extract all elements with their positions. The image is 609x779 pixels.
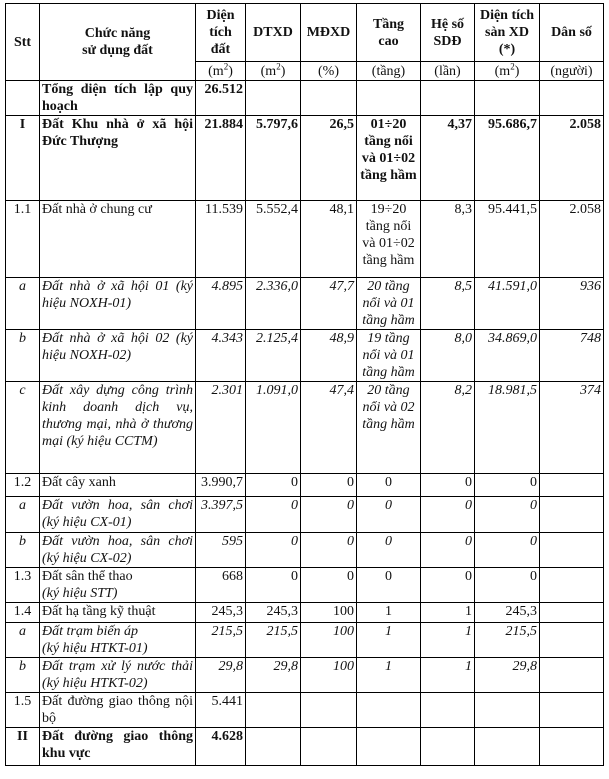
cell-mdxd: 47,4 [301, 382, 357, 474]
cell-floors: 0 [357, 568, 421, 603]
cell-mdxd: 48,1 [301, 201, 357, 278]
cell-population [540, 497, 604, 533]
unit-dtxd [246, 62, 301, 81]
cell-floors: 0 [357, 474, 421, 497]
header-stt: Stt [6, 4, 40, 81]
cell-stt: 1.2 [6, 474, 40, 497]
cell-mdxd: 47,7 [301, 278, 357, 330]
cell-population: 2.058 [540, 116, 604, 201]
header-floors-line2: cao [378, 33, 399, 49]
unit-dtxd-text: (m [260, 63, 277, 79]
cell-far: 8,5 [421, 278, 475, 330]
cell-mdxd: 0 [301, 474, 357, 497]
cell-stt [6, 81, 40, 116]
cell-stt: 1.3 [6, 568, 40, 603]
cell-dtxd [246, 728, 301, 766]
header-function-line2: sử dụng đất [82, 43, 153, 58]
header-function [40, 4, 196, 81]
cell-area: 245,3 [196, 603, 246, 623]
unit-area [196, 62, 246, 81]
cell-name: Đất trạm xử lý nước thải (ký hiệu HTKT-02) [40, 658, 196, 693]
cell-floors: 19÷20 tầng nổi và 01÷02 tầng hầm [357, 201, 421, 278]
cell-far: 1 [421, 658, 475, 693]
cell-gfa [475, 728, 540, 766]
cell-gfa: 18.981,5 [475, 382, 540, 474]
cell-name [40, 623, 196, 658]
cell-area: 215,5 [196, 623, 246, 658]
cell-stt: b [6, 330, 40, 382]
cell-far [421, 693, 475, 728]
cell-name: Tổng diện tích lập quy hoạch [40, 81, 196, 116]
cell-far: 0 [421, 533, 475, 568]
cell-dtxd: 2.336,0 [246, 278, 301, 330]
cell-stt: 1.1 [6, 201, 40, 278]
cell-far: 0 [421, 497, 475, 533]
cell-gfa: 41.591,0 [475, 278, 540, 330]
cell-mdxd: 0 [301, 497, 357, 533]
cell-population [540, 603, 604, 623]
header-floors [357, 4, 421, 62]
cell-name: Đất hạ tầng kỹ thuật [40, 603, 196, 623]
cell-floors: 01÷20 tầng nổi và 01÷02 tầng hầm [357, 116, 421, 201]
cell-stt: a [6, 278, 40, 330]
land-use-table [5, 3, 604, 766]
cell-floors: 19 tầng nổi và 01 tầng hầm [357, 330, 421, 382]
table-row [6, 568, 604, 603]
cell-name-sub: (ký hiệu HTKT-01) [42, 641, 148, 656]
cell-gfa: 29,8 [475, 658, 540, 693]
header-mdxd: MĐXD [301, 4, 357, 62]
cell-name: Đất đường giao thông khu vực [40, 728, 196, 766]
cell-floors: 1 [357, 603, 421, 623]
cell-area: 29,8 [196, 658, 246, 693]
cell-dtxd: 215,5 [246, 623, 301, 658]
cell-mdxd [301, 693, 357, 728]
cell-population [540, 568, 604, 603]
cell-name-main: Đất sân thể thao [42, 569, 133, 584]
cell-gfa [475, 81, 540, 116]
table-row [6, 201, 604, 278]
cell-name: Đất vườn hoa, sân chơi (ký hiệu CX-02) [40, 533, 196, 568]
cell-stt: 1.4 [6, 603, 40, 623]
cell-area: 4.895 [196, 278, 246, 330]
header-function-line1: Chức năng [84, 26, 151, 41]
cell-population [540, 658, 604, 693]
cell-floors: 20 tầng nổi và 01 tầng hầm [357, 278, 421, 330]
unit-dtxd-sup: 2 [276, 61, 281, 71]
cell-name-sub: (ký hiệu STT) [42, 586, 118, 601]
table-row [6, 603, 604, 623]
header-gfa-line1: Diện tích [479, 8, 535, 23]
cell-area: 668 [196, 568, 246, 603]
cell-dtxd [246, 693, 301, 728]
cell-area: 4.628 [196, 728, 246, 766]
cell-stt: c [6, 382, 40, 474]
cell-floors: 20 tầng nổi và 02 tầng hầm [357, 382, 421, 474]
table-row [6, 474, 604, 497]
cell-far [421, 728, 475, 766]
cell-gfa [475, 693, 540, 728]
table-row [6, 382, 604, 474]
cell-gfa: 0 [475, 533, 540, 568]
unit-area-close: ) [228, 63, 233, 79]
cell-mdxd: 100 [301, 603, 357, 623]
cell-dtxd: 0 [246, 568, 301, 603]
cell-name: Đất nhà ở xã hội 01 (ký hiệu NOXH-01) [40, 278, 196, 330]
cell-stt: a [6, 497, 40, 533]
cell-mdxd [301, 728, 357, 766]
cell-area: 11.539 [196, 201, 246, 278]
unit-population: (người) [540, 62, 604, 81]
table-row [6, 623, 604, 658]
header-row [6, 4, 604, 62]
cell-name: Đất nhà ở xã hội 02 (ký hiệu NOXH-02) [40, 330, 196, 382]
cell-dtxd: 2.125,4 [246, 330, 301, 382]
table-row [6, 330, 604, 382]
cell-gfa: 95.441,5 [475, 201, 540, 278]
cell-name: Đất đường giao thông nội bộ [40, 693, 196, 728]
cell-stt: 1.5 [6, 693, 40, 728]
table-row [6, 497, 604, 533]
cell-far: 1 [421, 603, 475, 623]
cell-name: Đất vườn hoa, sân chơi (ký hiệu CX-01) [40, 497, 196, 533]
table-row [6, 693, 604, 728]
cell-mdxd: 0 [301, 533, 357, 568]
cell-floors: 1 [357, 658, 421, 693]
cell-area: 595 [196, 533, 246, 568]
header-floors-line1: Tầng [372, 16, 405, 32]
cell-stt: I [6, 116, 40, 201]
cell-gfa: 0 [475, 474, 540, 497]
cell-population [540, 474, 604, 497]
unit-floors: (tầng) [357, 62, 421, 81]
cell-dtxd: 245,3 [246, 603, 301, 623]
cell-population [540, 81, 604, 116]
cell-area: 4.343 [196, 330, 246, 382]
cell-floors [357, 693, 421, 728]
cell-floors: 0 [357, 533, 421, 568]
cell-far [421, 81, 475, 116]
cell-gfa: 0 [475, 497, 540, 533]
cell-mdxd: 100 [301, 658, 357, 693]
header-gfa [475, 4, 540, 62]
cell-population: 936 [540, 278, 604, 330]
cell-population: 2.058 [540, 201, 604, 278]
table-row [6, 81, 604, 116]
cell-dtxd: 5.797,6 [246, 116, 301, 201]
cell-far: 8,0 [421, 330, 475, 382]
cell-stt: II [6, 728, 40, 766]
cell-name: Đất Khu nhà ở xã hội Đức Thượng [40, 116, 196, 201]
table-row [6, 533, 604, 568]
cell-name-main: Đất trạm biến áp [42, 624, 139, 639]
cell-dtxd [246, 81, 301, 116]
cell-dtxd: 1.091,0 [246, 382, 301, 474]
unit-gfa [475, 62, 540, 81]
cell-far: 4,37 [421, 116, 475, 201]
cell-gfa: 245,3 [475, 603, 540, 623]
cell-dtxd: 5.552,4 [246, 201, 301, 278]
unit-dtxd-close: ) [280, 63, 286, 79]
table-row [6, 658, 604, 693]
unit-gfa-sup: 2 [510, 61, 515, 71]
cell-gfa: 0 [475, 568, 540, 603]
cell-gfa: 34.869,0 [475, 330, 540, 382]
cell-area: 2.301 [196, 382, 246, 474]
cell-gfa: 215,5 [475, 623, 540, 658]
cell-far: 0 [421, 474, 475, 497]
table-row [6, 116, 604, 201]
cell-population [540, 693, 604, 728]
cell-stt: b [6, 658, 40, 693]
cell-population: 374 [540, 382, 604, 474]
cell-area: 5.441 [196, 693, 246, 728]
header-dtxd: DTXD [246, 4, 301, 62]
table-row [6, 278, 604, 330]
unit-mdxd: (%) [301, 62, 357, 81]
header-gfa-line2: sàn XD [485, 25, 529, 40]
cell-mdxd: 26,5 [301, 116, 357, 201]
cell-population [540, 533, 604, 568]
cell-floors [357, 81, 421, 116]
header-population: Dân số [540, 4, 604, 62]
cell-area: 21.884 [196, 116, 246, 201]
cell-name: Đất cây xanh [40, 474, 196, 497]
cell-area: 3.397,5 [196, 497, 246, 533]
header-area [196, 4, 246, 62]
table-row [6, 728, 604, 766]
cell-mdxd: 0 [301, 568, 357, 603]
header-far [421, 4, 475, 62]
cell-area: 26.512 [196, 81, 246, 116]
cell-population: 748 [540, 330, 604, 382]
cell-mdxd: 100 [301, 623, 357, 658]
cell-mdxd: 48,9 [301, 330, 357, 382]
unit-area-text: (m [208, 63, 224, 79]
cell-stt: a [6, 623, 40, 658]
header-far-line2: SDĐ [433, 33, 462, 49]
cell-far: 8,2 [421, 382, 475, 474]
cell-far: 1 [421, 623, 475, 658]
header-far-line1: Hệ số [430, 16, 465, 32]
cell-population [540, 623, 604, 658]
cell-mdxd [301, 81, 357, 116]
cell-name [40, 568, 196, 603]
cell-dtxd: 0 [246, 474, 301, 497]
cell-name: Đất nhà ở chung cư [40, 201, 196, 278]
cell-dtxd: 0 [246, 497, 301, 533]
cell-floors: 0 [357, 497, 421, 533]
unit-area-sup: 2 [223, 61, 229, 71]
cell-dtxd: 29,8 [246, 658, 301, 693]
header-area-line2: tích đất [209, 25, 232, 57]
cell-area: 3.990,7 [196, 474, 246, 497]
cell-floors [357, 728, 421, 766]
cell-stt: b [6, 533, 40, 568]
unit-gfa-close: ) [514, 63, 520, 79]
cell-population [540, 728, 604, 766]
header-gfa-line3: (*) [498, 42, 516, 57]
unit-far: (lần) [421, 62, 475, 81]
unit-gfa-text: (m [494, 63, 511, 79]
cell-far: 0 [421, 568, 475, 603]
cell-far: 8,3 [421, 201, 475, 278]
cell-dtxd: 0 [246, 533, 301, 568]
header-area-line1: Diện [206, 8, 235, 23]
cell-name: Đất xây dựng công trình kinh doanh dịch vụ, thương mại, nhà ở thương mại (ký hiệu CCTM) [40, 382, 196, 474]
cell-gfa: 95.686,7 [475, 116, 540, 201]
cell-floors: 1 [357, 623, 421, 658]
